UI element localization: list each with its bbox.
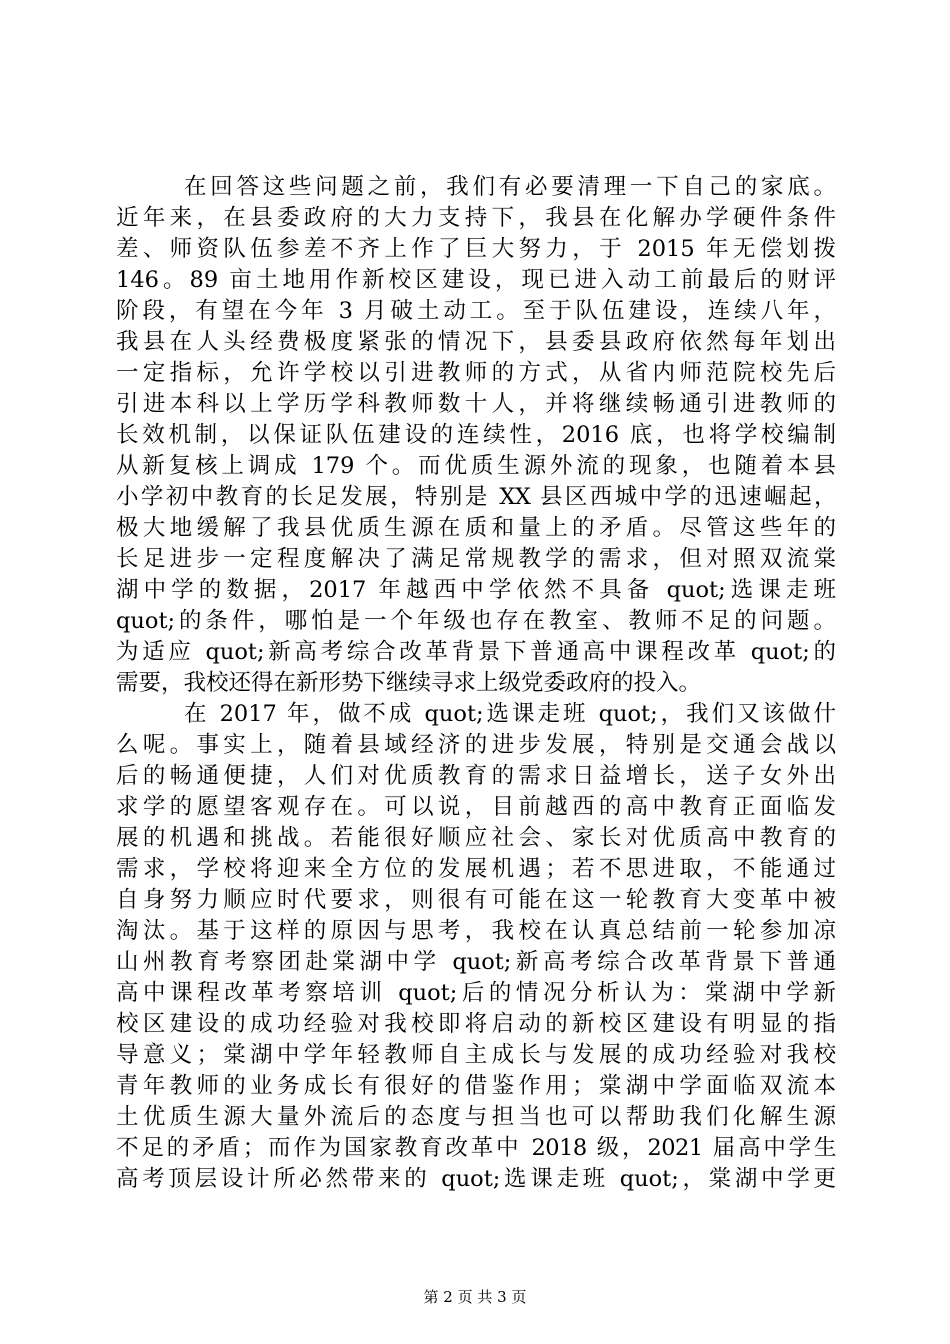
text-line: 近年来，在县委政府的大力支持下，我县在化解办学硬件条件 bbox=[116, 205, 836, 231]
text-line: 求学的愿望客观存在。可以说，目前越西的高中教育正面临发 bbox=[116, 794, 836, 820]
text-line: 长效机制，以保证队伍建设的连续性，2016 底，也将学校编制 bbox=[116, 422, 836, 448]
text-line: 在回答这些问题之前，我们有必要清理一下自己的家底。 bbox=[184, 174, 836, 200]
page-footer: 第 2 页 共 3 页 bbox=[423, 1288, 527, 1306]
text-line: 小学初中教育的长足发展，特别是 XX 县区西城中学的迅速崛起， bbox=[116, 484, 836, 510]
text-line: 我县在人头经费极度紧张的情况下，县委县政府依然每年划出 bbox=[116, 329, 836, 355]
text-line: 校区建设的成功经验对我校即将启动的新校区建设有明显的指 bbox=[116, 1011, 836, 1037]
text-line: 青年教师的业务成长有很好的借鉴作用；棠湖中学面临双流本 bbox=[116, 1073, 836, 1099]
text-line: 不足的矛盾；而作为国家教育改革中 2018 级，2021 届高中学生 bbox=[116, 1135, 836, 1161]
text-line: 引进本科以上学历学科教师数十人，并将继续畅通引进教师的 bbox=[116, 391, 836, 417]
text-line: 从新复核上调成 179 个。而优质生源外流的现象，也随着本县 bbox=[116, 453, 836, 479]
text-line: 后的畅通便捷，人们对优质教育的需求日益增长，送子女外出 bbox=[116, 763, 836, 789]
text-line: 需求，学校将迎来全方位的发展机遇；若不思进取，不能通过 bbox=[116, 856, 836, 882]
text-line: 在 2017 年，做不成 quot;选课走班 quot;，我们又该做什 bbox=[184, 701, 836, 727]
text-line: 么呢。事实上，随着县域经济的进步发展，特别是交通会战以 bbox=[116, 732, 836, 758]
text-line: 高中课程改革考察培训 quot;后的情况分析认为：棠湖中学新 bbox=[116, 980, 836, 1006]
text-line: 阶段，有望在今年 3 月破土动工。至于队伍建设，连续八年， bbox=[116, 298, 836, 324]
text-line: 土优质生源大量外流后的态度与担当也可以帮助我们化解生源 bbox=[116, 1104, 836, 1130]
text-line: 长足进步一定程度解决了满足常规教学的需求，但对照双流棠 bbox=[116, 546, 836, 572]
text-line: 山州教育考察团赴棠湖中学 quot;新高考综合改革背景下普通 bbox=[116, 949, 836, 975]
text-line: 自身努力顺应时代要求，则很有可能在这一轮教育大变革中被 bbox=[116, 887, 836, 913]
text-line: 146。89 亩土地用作新校区建设，现已进入动工前最后的财评 bbox=[116, 267, 836, 293]
text-line: 导意义；棠湖中学年轻教师自主成长与发展的成功经验对我校 bbox=[116, 1042, 836, 1068]
text-line: 极大地缓解了我县优质生源在质和量上的矛盾。尽管这些年的 bbox=[116, 515, 836, 541]
text-line: 一定指标，允许学校以引进教师的方式，从省内师范院校先后 bbox=[116, 360, 836, 386]
text-line: 为适应 quot;新高考综合改革背景下普通高中课程改革 quot;的 bbox=[116, 639, 836, 665]
text-line: quot;的条件，哪怕是一个年级也存在教室、教师不足的问题。 bbox=[116, 608, 836, 634]
text-line: 湖中学的数据，2017 年越西中学依然不具备 quot;选课走班 bbox=[116, 577, 836, 603]
text-line: 需要，我校还得在新形势下继续寻求上级党委政府的投入。 bbox=[116, 670, 702, 696]
text-line: 淘汰。基于这样的原因与思考，我校在认真总结前一轮参加凉 bbox=[116, 918, 836, 944]
text-line: 展的机遇和挑战。若能很好顺应社会、家长对优质高中教育的 bbox=[116, 825, 836, 851]
text-line: 高考顶层设计所必然带来的 quot;选课走班 quot;，棠湖中学更 bbox=[116, 1166, 836, 1192]
body-text bbox=[116, 172, 836, 1195]
text-line: 差、师资队伍参差不齐上作了巨大努力，于 2015 年无偿划拨 bbox=[116, 236, 836, 262]
